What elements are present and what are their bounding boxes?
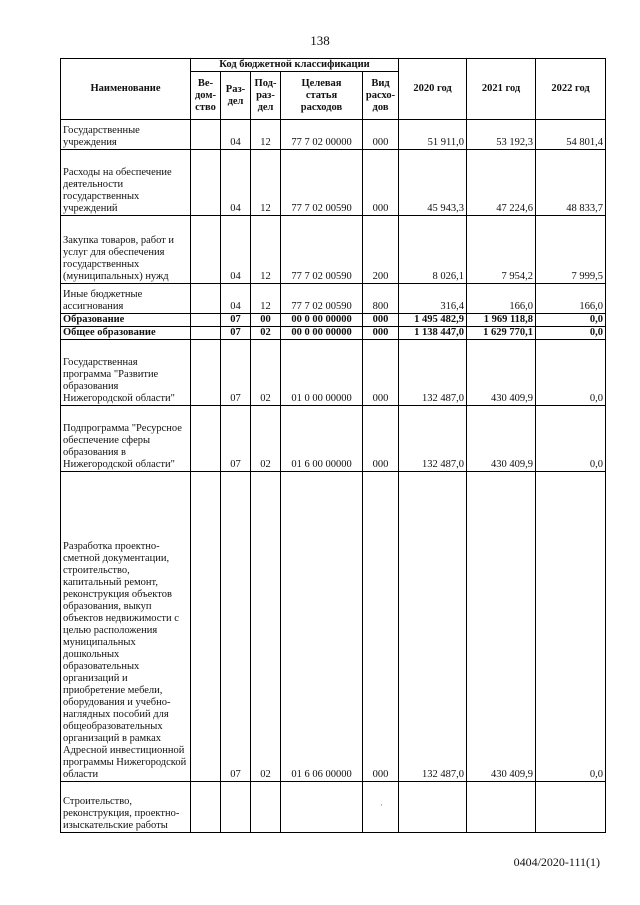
cell-name: Общее образование [61, 327, 191, 340]
cell-vid: 000 [363, 314, 399, 327]
cell-y2020 [399, 782, 467, 833]
cell-podrazdel: 02 [251, 340, 281, 406]
header-2021: 2021 год [467, 59, 536, 120]
cell-ved [191, 340, 221, 406]
cell-podrazdel: 02 [251, 472, 281, 782]
cell-y2022: 0,0 [536, 340, 606, 406]
cell-tselevaya: 77 7 02 00590 [281, 216, 363, 284]
cell-tselevaya: 77 7 02 00000 [281, 120, 363, 150]
cell-ved [191, 150, 221, 216]
cell-ved [191, 472, 221, 782]
cell-ved [191, 216, 221, 284]
document-code: 0404/2020-111(1) [513, 855, 600, 869]
table-row [61, 150, 606, 216]
table-row [61, 472, 606, 782]
cell-tselevaya: 00 0 00 00000 [281, 327, 363, 340]
cell-tselevaya: 77 7 02 00590 [281, 284, 363, 314]
cell-name: Государственные учреждения [61, 120, 191, 150]
cell-vid: 000 [363, 150, 399, 216]
header-classification-group: Код бюджетной классификации [191, 59, 399, 72]
cell-ved [191, 327, 221, 340]
cell-y2021: 430 409,9 [467, 406, 536, 472]
cell-y2021: 430 409,9 [467, 472, 536, 782]
cell-name: Иные бюджетные ассигнования [61, 284, 191, 314]
table-row [61, 314, 606, 327]
cell-y2022: 54 801,4 [536, 120, 606, 150]
cell-y2021: 1 629 770,1 [467, 327, 536, 340]
cell-y2021 [467, 782, 536, 833]
cell-y2022: 7 999,5 [536, 216, 606, 284]
table-row [61, 120, 606, 150]
budget-table [60, 58, 606, 833]
cell-tselevaya [281, 782, 363, 833]
cell-name: Образование [61, 314, 191, 327]
scan-speck: · [380, 800, 383, 810]
cell-name: Строительство, реконструкция, проектно-изыскательские работы [61, 782, 191, 833]
cell-y2021: 430 409,9 [467, 340, 536, 406]
table-row [61, 340, 606, 406]
cell-podrazdel [251, 782, 281, 833]
cell-razdel: 07 [221, 327, 251, 340]
header-2022: 2022 год [536, 59, 606, 120]
cell-vid: 000 [363, 327, 399, 340]
header-vedomstvo: Ве- дом- ство [191, 72, 221, 120]
cell-y2022 [536, 782, 606, 833]
cell-tselevaya: 01 6 00 00000 [281, 406, 363, 472]
cell-y2021: 47 224,6 [467, 150, 536, 216]
cell-tselevaya: 77 7 02 00590 [281, 150, 363, 216]
cell-y2022: 48 833,7 [536, 150, 606, 216]
cell-razdel: 04 [221, 216, 251, 284]
cell-y2022: 0,0 [536, 314, 606, 327]
cell-name: Подпрограмма "Ресурсное обеспечение сферы образования в Нижегородской области" [61, 406, 191, 472]
cell-podrazdel: 02 [251, 406, 281, 472]
cell-y2020: 132 487,0 [399, 340, 467, 406]
table-row [61, 216, 606, 284]
cell-vid: 200 [363, 216, 399, 284]
cell-y2021: 166,0 [467, 284, 536, 314]
cell-y2021: 1 969 118,8 [467, 314, 536, 327]
cell-razdel [221, 782, 251, 833]
cell-razdel: 07 [221, 472, 251, 782]
cell-name: Закупка товаров, работ и услуг для обеспечения государственных (муниципальных) нужд [61, 216, 191, 284]
header-razdel: Раз- дел [221, 72, 251, 120]
cell-y2020: 45 943,3 [399, 150, 467, 216]
cell-ved [191, 284, 221, 314]
cell-y2020: 132 487,0 [399, 406, 467, 472]
cell-podrazdel: 00 [251, 314, 281, 327]
header-vid: Вид расхо- дов [363, 72, 399, 120]
cell-razdel: 07 [221, 406, 251, 472]
cell-tselevaya: 00 0 00 00000 [281, 314, 363, 327]
cell-name: Разработка проектно-сметной документации, строительство, капитальный ремонт, реконструкция объектов образования, выкуп объектов недвижимости с целью расположения муниципальных дошкольных образовательных организаций и приобретение мебели, оборудования и учебно-наглядных пособий для общеобразовательных организаций в рамках Адресной инвестиционной программы Нижегородской области [61, 472, 191, 782]
cell-vid: 000 [363, 406, 399, 472]
page-number: 138 [310, 33, 330, 48]
cell-name: Расходы на обеспечение деятельности государственных учреждений [61, 150, 191, 216]
cell-razdel: 07 [221, 340, 251, 406]
table-row [61, 406, 606, 472]
table-row [61, 284, 606, 314]
cell-vid: 000 [363, 340, 399, 406]
cell-y2020: 51 911,0 [399, 120, 467, 150]
cell-razdel: 04 [221, 284, 251, 314]
cell-name: Государственная программа "Развитие образования Нижегородской области" [61, 340, 191, 406]
cell-podrazdel: 12 [251, 120, 281, 150]
cell-y2022: 166,0 [536, 284, 606, 314]
cell-ved [191, 314, 221, 327]
cell-tselevaya: 01 6 06 00000 [281, 472, 363, 782]
cell-tselevaya: 01 0 00 00000 [281, 340, 363, 406]
table-row [61, 782, 606, 833]
cell-ved [191, 406, 221, 472]
header-podrazdel: Под- раз- дел [251, 72, 281, 120]
cell-ved [191, 782, 221, 833]
cell-y2021: 53 192,3 [467, 120, 536, 150]
cell-podrazdel: 12 [251, 150, 281, 216]
cell-razdel: 07 [221, 314, 251, 327]
header-2020: 2020 год [399, 59, 467, 120]
table-row [61, 327, 606, 340]
cell-vid: 800 [363, 284, 399, 314]
cell-podrazdel: 02 [251, 327, 281, 340]
cell-y2022: 0,0 [536, 406, 606, 472]
cell-y2022: 0,0 [536, 472, 606, 782]
cell-vid: 000 [363, 472, 399, 782]
cell-podrazdel: 12 [251, 284, 281, 314]
cell-podrazdel: 12 [251, 216, 281, 284]
cell-razdel: 04 [221, 120, 251, 150]
cell-y2021: 7 954,2 [467, 216, 536, 284]
cell-ved [191, 120, 221, 150]
cell-razdel: 04 [221, 150, 251, 216]
cell-y2020: 8 026,1 [399, 216, 467, 284]
cell-y2020: 132 487,0 [399, 472, 467, 782]
cell-y2020: 316,4 [399, 284, 467, 314]
cell-y2020: 1 495 482,9 [399, 314, 467, 327]
cell-y2020: 1 138 447,0 [399, 327, 467, 340]
header-name: Наименование [61, 59, 191, 120]
cell-y2022: 0,0 [536, 327, 606, 340]
header-tselevaya: Целевая статья расходов [281, 72, 363, 120]
cell-vid: 000 [363, 120, 399, 150]
